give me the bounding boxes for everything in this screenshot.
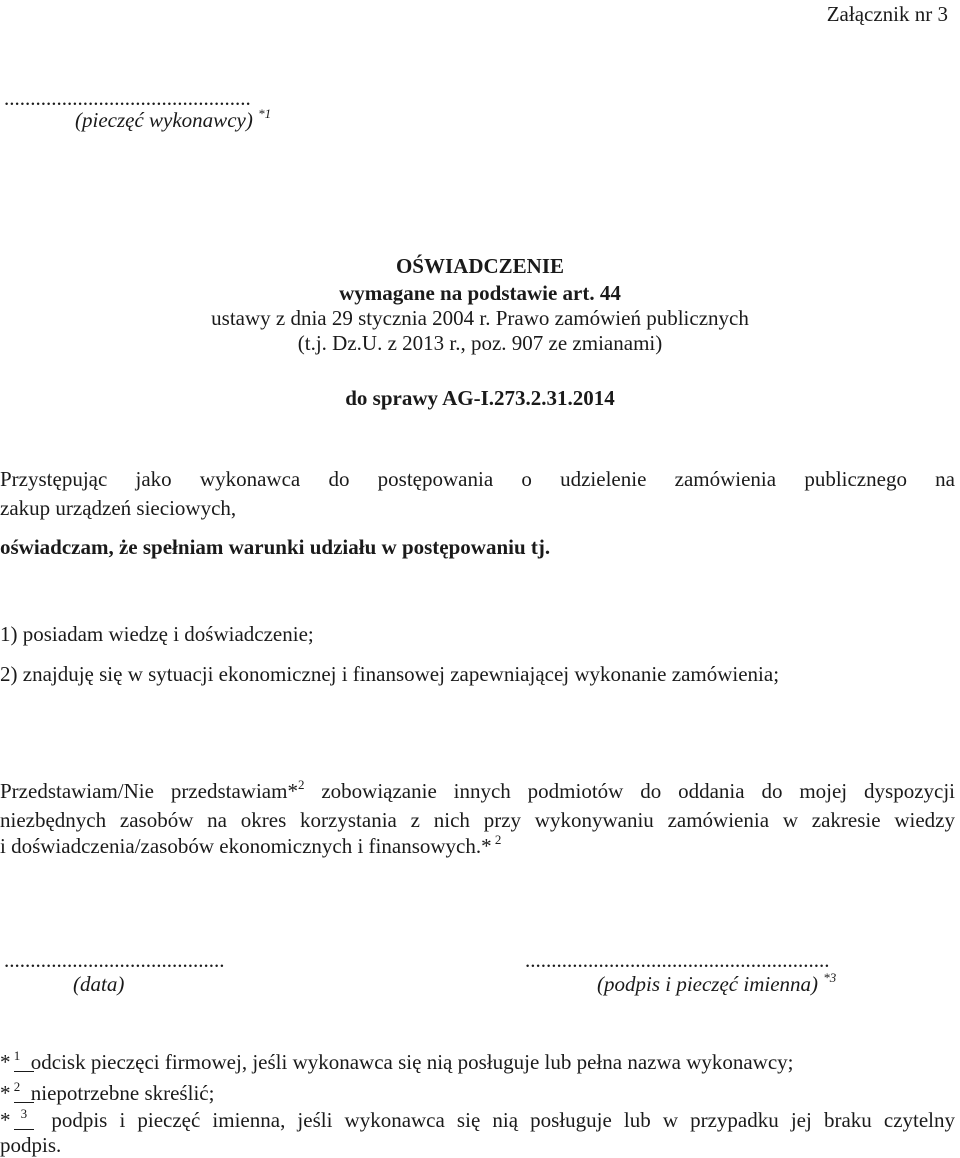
- annex-label: Załącznik nr 3: [826, 2, 948, 26]
- footnote-1: * $^1$ odcisk pieczęci firmowej, jeśli wykonawca się nią posługuje lub pełna nazwa wykonawcy;: [0, 1048, 794, 1074]
- footnote-3-underline: [14, 1129, 34, 1130]
- signature-footnote-ref: *3: [823, 970, 837, 985]
- document-title: OŚWIADCZENIE: [395, 254, 565, 278]
- stamp-label: (pieczęć wykonawcy) $^{*1}$: [75, 106, 272, 132]
- title-line-1: wymagane na podstawie art. 44: [339, 281, 621, 305]
- declaration: oświadczam, że spełniam warunki udziału w postępowaniu tj.: [0, 535, 551, 559]
- date-label: (data): [73, 972, 125, 996]
- title-line-2: ustawy z dnia 29 stycznia 2004 r. Prawo zamówień publicznych: [211, 306, 749, 330]
- footnote-2: * $^2$ niepotrzebne skreślić;: [0, 1079, 215, 1105]
- resources-footnote-ref-1: 2: [297, 777, 305, 792]
- case-number: do sprawy AG-I.273.2.31.2014: [345, 386, 615, 410]
- footnote-3: * $^3$ podpis i pieczęć imienna, jeśli wykonawca się nią posługuje lub w przypadku jej braku czytelny: [0, 1106, 956, 1132]
- signature-dots: ..........................................................: [525, 948, 830, 972]
- stamp-footnote-ref: *1: [258, 106, 272, 121]
- resources-line-2: niezbędnych zasobów na okres korzystania z nich przy wykonywaniu zamówienia w zakresie wiedzy: [0, 808, 955, 832]
- intro-line-1: Przystępując jako wykonawca do postępowania o udzielenie zamówienia publicznego na: [0, 467, 955, 491]
- date-dots: ..........................................: [4, 948, 225, 972]
- title-line-3: (t.j. Dz.U. z 2013 r., poz. 907 ze zmianami): [297, 331, 663, 355]
- footnote-1-underline: [14, 1071, 34, 1072]
- condition-1: 1) posiadam wiedzę i doświadczenie;: [0, 622, 314, 646]
- signature-label: (podpis i pieczęć imienna) $^{*3}$: [597, 970, 837, 996]
- condition-2: 2) znajduję się w sytuacji ekonomicznej i finansowej zapewniającej wykonanie zamówienia;: [0, 662, 780, 686]
- resources-line-3: i doświadczenia/zasobów ekonomicznych i finansowych.* $^2$: [0, 832, 502, 858]
- footnote-3-continuation: podpis.: [0, 1133, 62, 1157]
- resources-footnote-ref-2: 2: [491, 832, 502, 847]
- footnote-2-underline: [14, 1102, 34, 1103]
- resources-line-1: Przedstawiam/Nie przedstawiam*$^2$ zobowiązanie innych podmiotów do oddania do mojej dyspozycji: [0, 777, 955, 803]
- stamp-dots: ...............................................: [4, 86, 251, 110]
- intro-line-2: zakup urządzeń sieciowych,: [0, 496, 237, 520]
